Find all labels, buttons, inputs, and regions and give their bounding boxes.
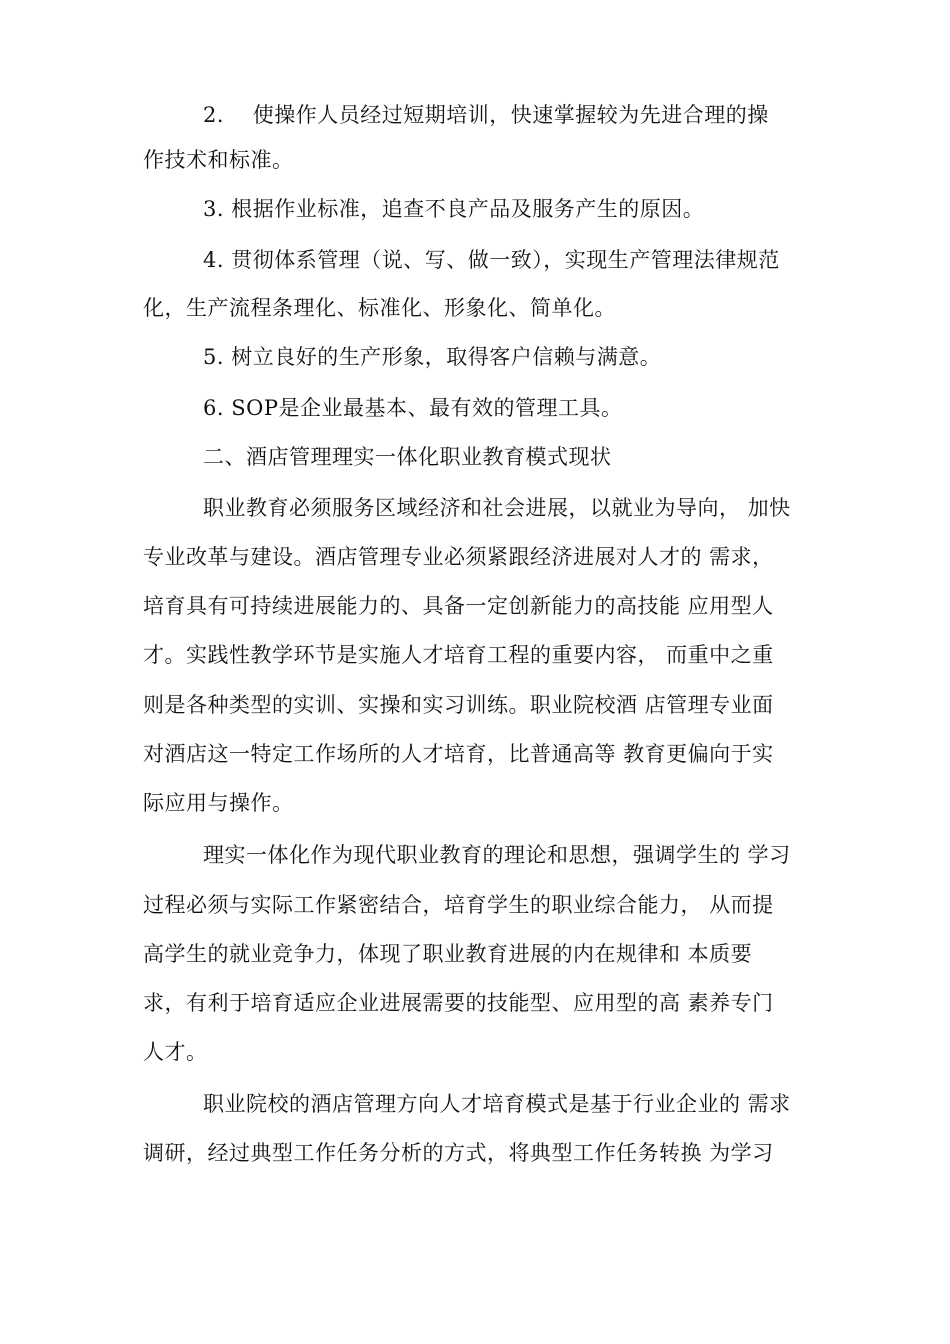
text-line: 过程必须与实际工作紧密结合，培育学生的职业综合能力， 从而提 [143, 893, 774, 917]
text-line: 才。实践性教学环节是实施人才培育工程的重要内容， 而重中之重 [143, 643, 774, 667]
text-line: 6. SOP是企业最基本、最有效的管理工具。 [203, 396, 623, 420]
text-line: 人才。 [143, 1040, 208, 1064]
text-line: 调研，经过典型工作任务分析的方式，将典型工作任务转换 为学习 [143, 1141, 774, 1165]
text-line: 理实一体化作为现代职业教育的理论和思想，强调学生的 学习 [203, 843, 791, 867]
text-line: 培育具有可持续进展能力的、具备一定创新能力的高技能 应用型人 [143, 594, 774, 618]
text-line: 化，生产流程条理化、标准化、形象化、简单化。 [143, 296, 616, 320]
text-line: 5. 树立良好的生产形象，取得客户信赖与满意。 [203, 345, 662, 369]
text-line: 职业院校的酒店管理方向人才培育模式是基于行业企业的 需求 [203, 1092, 791, 1116]
text-line: 2. 使操作人员经过短期培训，快速掌握较为先进合理的操 [203, 103, 769, 127]
text-line: 际应用与操作。 [143, 791, 294, 815]
text-line: 则是各种类型的实训、实操和实习训练。职业院校酒 店管理专业面 [143, 693, 774, 717]
text-line: 4. 贯彻体系管理（说、写、做一致），实现生产管理法律规范 [203, 248, 780, 272]
section-heading: 二、酒店管理理实一体化职业教育模式现状 [203, 445, 612, 469]
text-line: 职业教育必须服务区域经济和社会进展，以就业为导向， 加快 [203, 496, 791, 520]
text-line: 作技术和标准。 [143, 148, 294, 172]
text-line: 求，有利于培育适应企业进展需要的技能型、应用型的高 素养专门 [143, 991, 774, 1015]
text-line: 高学生的就业竞争力，体现了职业教育进展的内在规律和 本质要 [143, 942, 753, 966]
text-line: 3. 根据作业标准，追查不良产品及服务产生的原因。 [203, 197, 705, 221]
text-line: 专业改革与建设。酒店管理专业必须紧跟经济进展对人才的 需求， [143, 545, 774, 569]
text-line: 对酒店这一特定工作场所的人才培育，比普通高等 教育更偏向于实 [143, 742, 774, 766]
